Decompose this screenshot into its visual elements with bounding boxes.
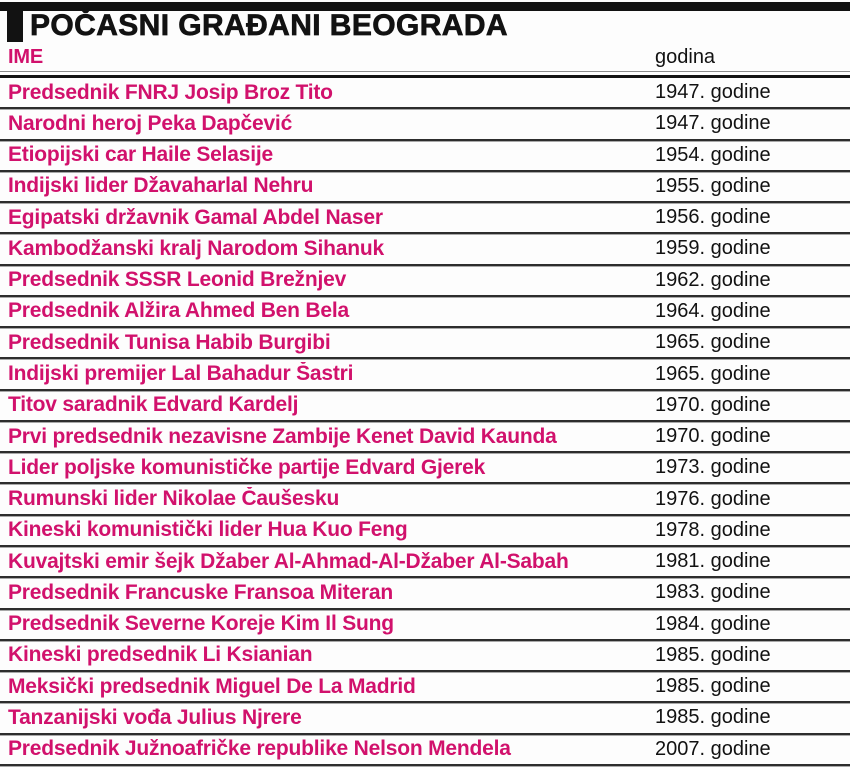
- citizen-name: Indijski lider Džavaharlal Nehru: [8, 174, 314, 198]
- citizen-name: Predsednik SSSR Leonid Brežnjev: [8, 268, 347, 292]
- award-year: 1973. godine: [655, 456, 771, 479]
- citizen-name: Kineski predsednik Li Ksianian: [8, 643, 313, 667]
- page-title: POČASNI GRAĐANI BEOGRADA: [30, 9, 508, 42]
- citizen-name: Predsednik Južnoafričke republike Nelson Mendela: [8, 737, 511, 761]
- honorary-citizens-table: [0, 46, 850, 766]
- citizen-name: Indijski premijer Lal Bahadur Šastri: [8, 362, 354, 386]
- table-body: [0, 78, 850, 766]
- citizen-name: Narodni heroj Peka Dapčević: [8, 111, 293, 135]
- citizen-name: Kineski komunistički lider Hua Kuo Feng: [8, 518, 408, 542]
- citizen-name: Predsednik Francuske Fransoa Miteran: [8, 580, 393, 604]
- citizen-name: Predsednik Severne Koreje Kim Il Sung: [8, 612, 394, 636]
- table-row: [0, 141, 850, 172]
- award-year: 1965. godine: [655, 362, 771, 385]
- citizen-name: Tanzanijski vođa Julius Njrere: [8, 705, 302, 729]
- table-row: [0, 547, 850, 578]
- table-row: [0, 610, 850, 641]
- table-row: [0, 735, 850, 766]
- table-row: [0, 641, 850, 672]
- award-year: 1984. godine: [655, 612, 771, 635]
- table-row: [0, 203, 850, 234]
- award-year: 1985. godine: [655, 675, 771, 698]
- table-row: [0, 484, 850, 515]
- award-year: 1978. godine: [655, 518, 771, 541]
- citizen-name: Titov saradnik Edvard Kardelj: [8, 393, 299, 417]
- citizen-name: Rumunski lider Nikolae Čaušesku: [8, 487, 340, 511]
- citizen-name: Egipatski državnik Gamal Abdel Naser: [8, 205, 383, 229]
- column-header-name: IME: [8, 46, 43, 68]
- table-row: [0, 422, 850, 453]
- citizen-name: Predsednik Tunisa Habib Burgibi: [8, 330, 331, 354]
- award-year: 2007. godine: [655, 737, 771, 760]
- column-header-year: godina: [655, 46, 716, 68]
- table-row: [0, 172, 850, 203]
- award-year: 1955. godine: [655, 174, 771, 197]
- award-year: 1947. godine: [655, 112, 771, 135]
- table-row: [0, 516, 850, 547]
- award-year: 1985. godine: [655, 706, 771, 729]
- award-year: 1964. godine: [655, 299, 771, 322]
- table-header-row: [0, 46, 850, 72]
- table-row: [0, 328, 850, 359]
- award-year: 1970. godine: [655, 393, 771, 416]
- award-year: 1954. godine: [655, 143, 771, 166]
- table-row: [0, 109, 850, 140]
- award-year: 1959. godine: [655, 237, 771, 260]
- table-row: [0, 672, 850, 703]
- award-year: 1981. godine: [655, 550, 771, 573]
- table-row: [0, 453, 850, 484]
- table-row: [0, 266, 850, 297]
- citizen-name: Kambodžanski kralj Narodom Sihanuk: [8, 236, 384, 260]
- award-year: 1956. godine: [655, 206, 771, 229]
- table-row: [0, 578, 850, 609]
- table-row: [0, 703, 850, 734]
- citizen-name: Etiopijski car Haile Selasije: [8, 143, 274, 167]
- title-marker-bar: [7, 2, 23, 42]
- award-year: 1965. godine: [655, 331, 771, 354]
- citizen-name: Meksički predsednik Miguel De La Madrid: [8, 674, 416, 698]
- table-row: [0, 391, 850, 422]
- citizen-name: Prvi predsednik nezavisne Zambije Kenet David Kaunda: [8, 424, 557, 448]
- citizen-name: Predsednik FNRJ Josip Broz Tito: [8, 80, 333, 104]
- award-year: 1976. godine: [655, 487, 771, 510]
- award-year: 1983. godine: [655, 581, 771, 604]
- table-row: [0, 359, 850, 390]
- table-row: [0, 234, 850, 265]
- citizen-name: Kuvajtski emir šejk Džaber Al-Ahmad-Al-Džaber Al-Sabah: [8, 549, 569, 573]
- award-year: 1985. godine: [655, 643, 771, 666]
- table-row: [0, 78, 850, 109]
- citizen-name: Lider poljske komunističke partije Edvard Gjerek: [8, 455, 486, 479]
- award-year: 1962. godine: [655, 268, 771, 291]
- citizen-name: Predsednik Alžira Ahmed Ben Bela: [8, 299, 349, 323]
- award-year: 1947. godine: [655, 81, 771, 104]
- table-row: [0, 297, 850, 328]
- award-year: 1970. godine: [655, 425, 771, 448]
